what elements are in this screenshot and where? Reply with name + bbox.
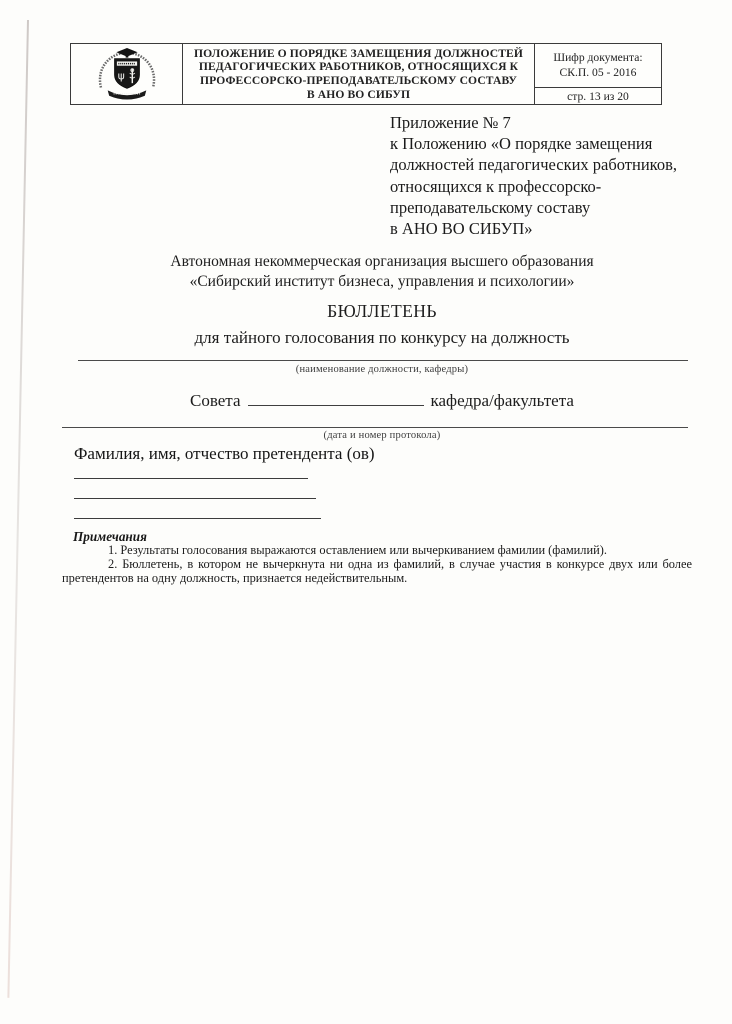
candidate-name-field-line [74, 518, 321, 519]
header-title-line: ПОЛОЖЕНИЕ О ПОРЯДКЕ ЗАМЕЩЕНИЯ ДОЛЖНОСТЕЙ [193, 46, 524, 60]
appendix-reference-block [390, 112, 692, 239]
council-name-field-line [248, 405, 424, 406]
ballot-title: БЮЛЛЕТЕНЬ [327, 301, 437, 321]
candidate-name-field-line [74, 478, 308, 479]
header-title-line: В АНО ВО СИБУП [306, 87, 411, 101]
appendix-line: в АНО ВО СИБУП» [390, 219, 533, 239]
document-code-label: Шифр документа: [553, 51, 643, 64]
ballot-subtitle: для тайного голосования по конкурсу на должность [194, 328, 570, 347]
position-field-line [78, 360, 688, 361]
note-item-2: 2. Бюллетень, в котором не вычеркнута ни одна из фамилий, в случае участия в конкурсе двух или более претендентов на одну должность, признается недействительным. [62, 557, 692, 586]
appendix-line: относящихся к профессорско- [390, 176, 602, 196]
page-number-info: стр. 13 из 20 [567, 89, 629, 103]
header-title-line: ПЕДАГОГИЧЕСКИХ РАБОТНИКОВ, ОТНОСЯЩИХСЯ К [198, 60, 519, 74]
appendix-line: преподавательскому составу [390, 197, 591, 217]
candidate-name-field-line [74, 498, 316, 499]
organization-line-1: Автономная некоммерческая организация высшего образования [170, 253, 594, 270]
organization-name [57, 252, 707, 292]
council-row [190, 391, 574, 411]
protocol-field-caption: (дата и номер протокола) [323, 430, 441, 441]
notes-block [62, 543, 692, 586]
note-item-1: 1. Результаты голосования выражаются оставлением или вычеркиванием фамилии (фамилий). [108, 543, 607, 557]
document-header-table [70, 43, 662, 105]
header-logo-cell [71, 44, 183, 104]
appendix-line: к Положению «О порядке замещения [390, 134, 653, 154]
candidate-name-label: Фамилия, имя, отчество претендента (ов) [74, 444, 375, 463]
appendix-line: должностей педагогических работников, [390, 155, 678, 175]
organization-line-2: «Сибирский институт бизнеса, управления и психологии» [189, 273, 575, 290]
position-field-caption: (наименование должности, кафедры) [295, 364, 469, 375]
scan-page-edge [7, 20, 29, 998]
notes-heading: Примечания [73, 529, 147, 544]
council-prefix-label: Совета [190, 391, 241, 410]
appendix-line: Приложение № 7 [390, 113, 511, 132]
council-suffix-label: кафедра/факультета [430, 391, 574, 410]
svg-text:ψ: ψ [117, 70, 125, 83]
document-code-block [535, 44, 661, 88]
university-crest-icon [92, 47, 162, 101]
protocol-field-line [62, 427, 688, 428]
header-code-cell [535, 44, 661, 104]
header-document-title [183, 44, 535, 104]
document-code-value: СК.П. 05 - 2016 [559, 65, 637, 79]
header-title-line: ПРОФЕССОРСКО-ПРЕПОДАВАТЕЛЬСКОМУ СОСТАВУ [199, 74, 518, 87]
